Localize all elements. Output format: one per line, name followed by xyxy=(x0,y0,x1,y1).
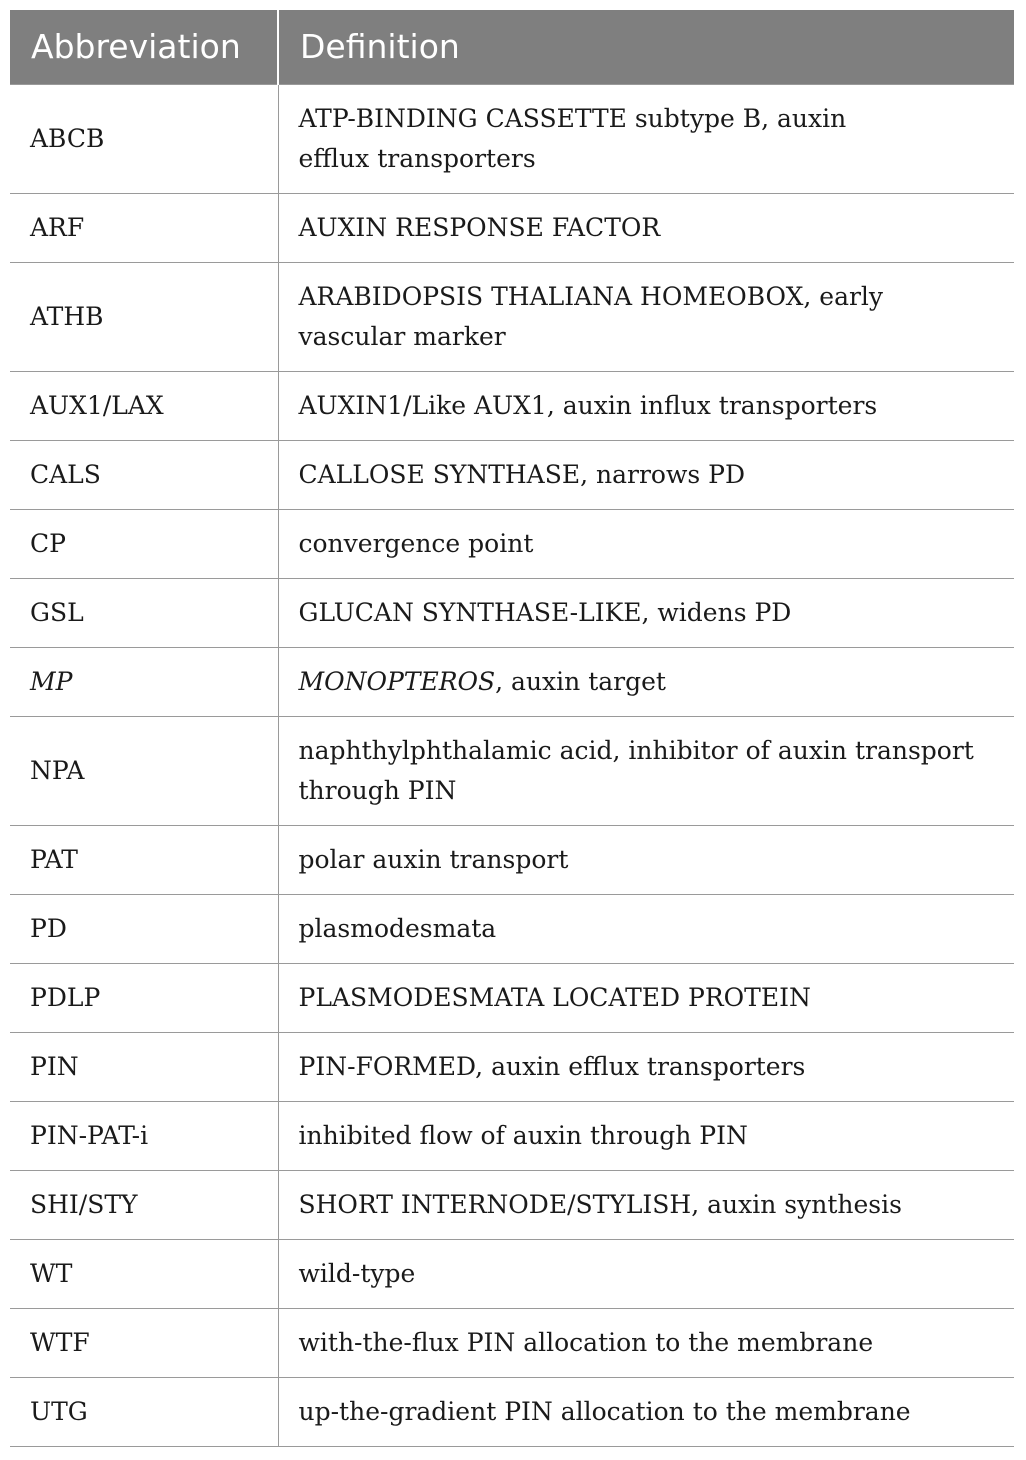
abbreviation-cell: NPA xyxy=(10,716,278,825)
abbreviation-cell: PIN xyxy=(10,1032,278,1101)
table-row xyxy=(10,1101,1014,1170)
table-row xyxy=(10,84,1014,193)
definition-cell xyxy=(278,262,1014,371)
definition-line: naphthylphthalamic acid, inhibitor of auxin transport xyxy=(298,735,974,765)
definition-gene-name: MONOPTEROS xyxy=(298,666,496,696)
definition-cell xyxy=(278,647,1014,716)
abbreviation-cell: CALS xyxy=(10,440,278,509)
table-row xyxy=(10,1308,1014,1377)
table-row xyxy=(10,1239,1014,1308)
definition-line: ARABIDOPSIS THALIANA HOMEOBOX, early xyxy=(298,281,884,311)
abbreviation-cell: SHI/STY xyxy=(10,1170,278,1239)
table-row xyxy=(10,1377,1014,1446)
table-row xyxy=(10,1032,1014,1101)
table-row xyxy=(10,440,1014,509)
abbreviation-cell: ARF xyxy=(10,193,278,262)
abbreviation-cell: AUX1/LAX xyxy=(10,371,278,440)
table-row xyxy=(10,963,1014,1032)
abbreviation-cell: GSL xyxy=(10,578,278,647)
header-row xyxy=(10,10,1014,84)
definition-line: efflux transporters xyxy=(298,143,536,173)
abbreviation-cell: ABCB xyxy=(10,84,278,193)
table-row xyxy=(10,894,1014,963)
definition-line: vascular marker xyxy=(298,321,506,351)
table-row xyxy=(10,509,1014,578)
abbreviation-cell: PIN-PAT-i xyxy=(10,1101,278,1170)
table-row xyxy=(10,578,1014,647)
definition-cell: up-the-gradient PIN allocation to the membrane xyxy=(278,1377,1014,1446)
abbreviation-cell: MP xyxy=(10,647,278,716)
definition-cell: AUXIN1/Like AUX1, auxin influx transporters xyxy=(278,371,1014,440)
definition-text: , auxin target xyxy=(495,666,666,696)
definition-cell: convergence point xyxy=(278,509,1014,578)
table-row xyxy=(10,1170,1014,1239)
abbreviation-cell: PD xyxy=(10,894,278,963)
header-abbreviation: Abbreviation xyxy=(10,10,278,84)
definition-cell: wild-type xyxy=(278,1239,1014,1308)
abbreviations-table-container xyxy=(10,10,1014,1447)
definition-cell: inhibited flow of auxin through PIN xyxy=(278,1101,1014,1170)
abbreviation-cell: PDLP xyxy=(10,963,278,1032)
table-row xyxy=(10,371,1014,440)
definition-cell: SHORT INTERNODE/STYLISH, auxin synthesis xyxy=(278,1170,1014,1239)
table-row xyxy=(10,193,1014,262)
definition-line: through PIN xyxy=(298,775,457,805)
abbreviation-cell: CP xyxy=(10,509,278,578)
definition-cell: plasmodesmata xyxy=(278,894,1014,963)
definition-cell: with-the-flux PIN allocation to the membrane xyxy=(278,1308,1014,1377)
abbreviation-cell: ATHB xyxy=(10,262,278,371)
definition-cell: PLASMODESMATA LOCATED PROTEIN xyxy=(278,963,1014,1032)
abbreviations-table xyxy=(10,10,1014,1447)
table-row xyxy=(10,716,1014,825)
abbreviation-cell: PAT xyxy=(10,825,278,894)
table-row xyxy=(10,647,1014,716)
definition-cell: GLUCAN SYNTHASE-LIKE, widens PD xyxy=(278,578,1014,647)
table-body xyxy=(10,84,1014,1446)
table-row xyxy=(10,825,1014,894)
definition-cell: AUXIN RESPONSE FACTOR xyxy=(278,193,1014,262)
table-header xyxy=(10,10,1014,84)
definition-cell xyxy=(278,716,1014,825)
definition-cell: PIN-FORMED, auxin efflux transporters xyxy=(278,1032,1014,1101)
abbreviation-cell: WTF xyxy=(10,1308,278,1377)
table-row xyxy=(10,262,1014,371)
definition-cell: polar auxin transport xyxy=(278,825,1014,894)
abbreviation-cell: WT xyxy=(10,1239,278,1308)
definition-cell xyxy=(278,84,1014,193)
header-definition: Definition xyxy=(278,10,1014,84)
definition-cell: CALLOSE SYNTHASE, narrows PD xyxy=(278,440,1014,509)
abbreviation-cell: UTG xyxy=(10,1377,278,1446)
definition-line: ATP-BINDING CASSETTE subtype B, auxin xyxy=(298,103,847,133)
